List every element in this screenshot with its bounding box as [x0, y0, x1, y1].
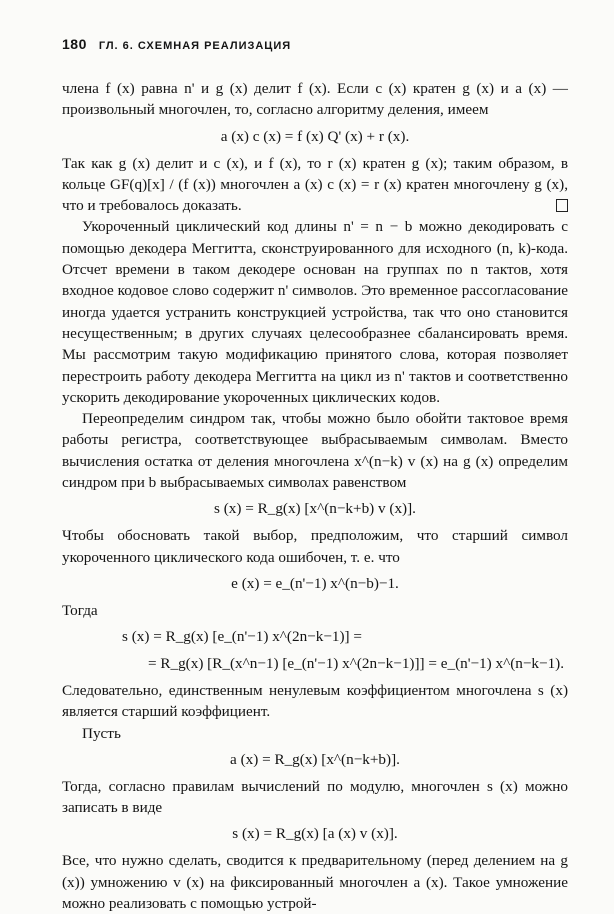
qed-square-icon	[556, 199, 568, 212]
paragraph-2	[62, 153, 568, 217]
book-page	[62, 36, 568, 914]
formula-division: a (x) c (x) = f (x) Q' (x) + r (x).	[220, 127, 410, 145]
paragraph-4: Переопределим синдром так, чтобы можно было обойти тактовое время работы регистра, соответствующее выбрасываемым символам. Вместо вычисления остатка от деления многочлена x^(n−k) v (x) на g (x) определим синдром при b выбрасываемых символах равенством	[62, 410, 568, 492]
formula-syndrome-product: s (x) = R_g(x) [a (x) v (x)].	[232, 825, 398, 843]
running-title: ГЛ. 6. СХЕМНАЯ РЕАЛИЗАЦИЯ	[98, 40, 292, 52]
paragraph-1: члена f (x) равна n' и g (x) делит f (x). Если c (x) кратен g (x) и a (x) — произвольный многочлен, то, согласно алгоритму деления, имеем	[62, 80, 568, 119]
paragraph-let: Пусть	[82, 724, 121, 742]
page-number: 180	[62, 36, 87, 52]
paragraph-then: Тогда	[62, 601, 98, 619]
paragraph-7: Следовательно, единственным ненулевым коэффициентом многочлена s (x) является старший коэффициент.	[62, 681, 568, 721]
formula-error: e (x) = e_(n'−1) x^(n−b)−1.	[231, 574, 399, 592]
page-header	[62, 36, 568, 52]
formula-syndrome-expansion-1: s (x) = R_g(x) [e_(n'−1) x^(2n−k−1)] =	[122, 627, 362, 645]
proof-end-text: Так как g (x) делит и c (x), и f (x), то r (x) кратен g (x); таким образом, в кольце GF(q)[x] / (f (x)) многочлен a (x) c (x) = r (x) кратен многочлену g (x), что и требовалось доказать.	[62, 154, 568, 215]
formula-syndrome: s (x) = R_g(x) [x^(n−k+b) v (x)].	[214, 500, 416, 518]
paragraph-10: Все, что нужно сделать, сводится к предварительному (перед делением на g (x)) умножению v (x) на фиксированный многочлен a (x). Такое умножение можно реализовать с помощью устрой-	[62, 852, 568, 913]
formula-syndrome-expansion-2: = R_g(x) [R_(x^n−1) [e_(n'−1) x^(2n−k−1)]] = e_(n'−1) x^(n−k−1).	[148, 654, 565, 672]
paragraph-9: Тогда, согласно правилам вычислений по модулю, многочлен s (x) можно записать в виде	[62, 777, 568, 817]
paragraph-5: Чтобы обосновать такой выбор, предположим, что старший символ укороченного циклического кода ошибочен, т. е. что	[62, 527, 568, 566]
paragraph-3: Укороченный циклический код длины n' = n − b можно декодировать с помощью декодера Меггитта, сконструированного для исходного (n, k)-кода. Отсчет времени в таком декодере основан на группах по n тактов, хотя входное кодовое слово содержит n' символов. Это временное рассогласование иногда удается устранить конструкцией устройства, так что оно становится несущественным; в других случаях целесообразнее сбалансировать время. Мы рассмотрим такую модификацию принятого слова, которая позволяет перестроить работу декодера Меггитта на цикл из n' тактов и соответственно ускорить декодирование укороченных циклических кодов.	[62, 218, 568, 406]
formula-a: a (x) = R_g(x) [x^(n−k+b)].	[230, 750, 400, 768]
